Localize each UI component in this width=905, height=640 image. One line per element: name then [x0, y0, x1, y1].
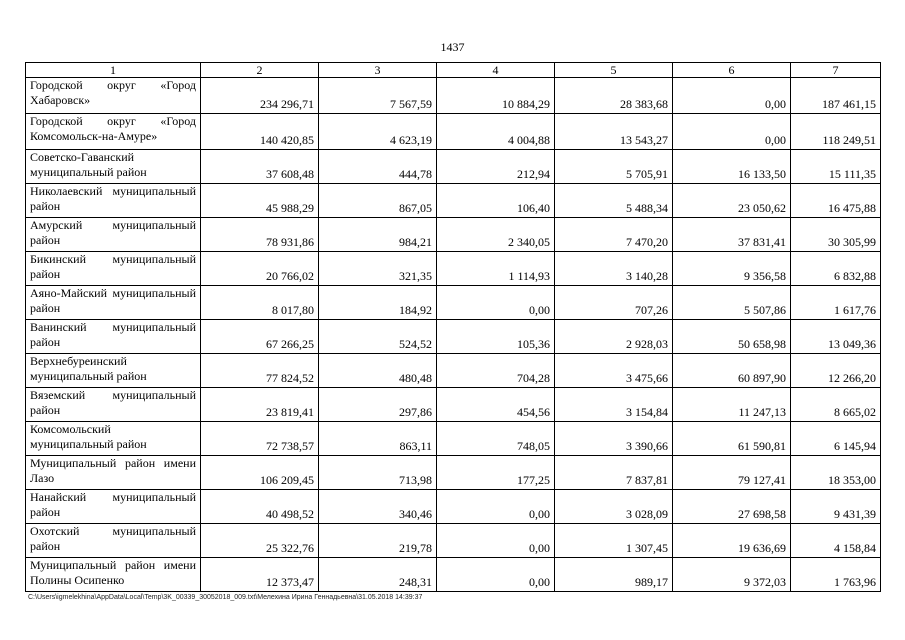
- table-cell: 118 249,51: [791, 114, 881, 150]
- table-cell: 20 766,02: [201, 252, 319, 286]
- data-table: [25, 62, 881, 592]
- table-cell: 19 636,69: [673, 524, 791, 558]
- table-cell: 0,00: [673, 114, 791, 150]
- table-row: [26, 558, 881, 592]
- column-header: 4: [437, 63, 555, 78]
- table-cell: 12 373,47: [201, 558, 319, 592]
- table-cell: 37 831,41: [673, 218, 791, 252]
- column-header: 7: [791, 63, 881, 78]
- table-cell: 72 738,57: [201, 422, 319, 456]
- table-cell: 106,40: [437, 184, 555, 218]
- municipality-name: Верхнебуреинский муниципальный район: [26, 354, 201, 388]
- table-row: [26, 218, 881, 252]
- table-cell: 704,28: [437, 354, 555, 388]
- table-cell: 23 050,62: [673, 184, 791, 218]
- table-cell: 340,46: [319, 490, 437, 524]
- table-cell: 78 931,86: [201, 218, 319, 252]
- municipality-name: Городской округ «Город Хабаровск»: [26, 78, 201, 114]
- municipality-name: Муниципальный район имени Лазо: [26, 456, 201, 490]
- table-row: [26, 354, 881, 388]
- table-cell: 67 266,25: [201, 320, 319, 354]
- column-header: 3: [319, 63, 437, 78]
- table-cell: 707,26: [555, 286, 673, 320]
- table-cell: 16 133,50: [673, 150, 791, 184]
- table-cell: 140 420,85: [201, 114, 319, 150]
- column-header: 1: [26, 63, 201, 78]
- table-cell: 248,31: [319, 558, 437, 592]
- table-cell: 524,52: [319, 320, 437, 354]
- table-cell: 5 488,34: [555, 184, 673, 218]
- table-cell: 27 698,58: [673, 490, 791, 524]
- table-cell: 25 322,76: [201, 524, 319, 558]
- table-cell: 0,00: [437, 286, 555, 320]
- municipality-name: Николаевский муниципальный район: [26, 184, 201, 218]
- table-cell: 7 567,59: [319, 78, 437, 114]
- table-cell: 1 617,76: [791, 286, 881, 320]
- table-cell: 4 623,19: [319, 114, 437, 150]
- table-cell: 2 340,05: [437, 218, 555, 252]
- municipality-name: Амурский муниципальный район: [26, 218, 201, 252]
- table-cell: 867,05: [319, 184, 437, 218]
- table-cell: 4 004,88: [437, 114, 555, 150]
- table-cell: 23 819,41: [201, 388, 319, 422]
- table-cell: 989,17: [555, 558, 673, 592]
- table-cell: 13 543,27: [555, 114, 673, 150]
- table-cell: 3 154,84: [555, 388, 673, 422]
- table-row: [26, 252, 881, 286]
- table-cell: 219,78: [319, 524, 437, 558]
- table-row: [26, 490, 881, 524]
- column-header: 6: [673, 63, 791, 78]
- table-cell: 9 431,39: [791, 490, 881, 524]
- table-cell: 79 127,41: [673, 456, 791, 490]
- table-cell: 60 897,90: [673, 354, 791, 388]
- table-cell: 8 665,02: [791, 388, 881, 422]
- table-cell: 5 507,86: [673, 286, 791, 320]
- table-cell: 3 390,66: [555, 422, 673, 456]
- table-cell: 177,25: [437, 456, 555, 490]
- table-cell: 0,00: [437, 490, 555, 524]
- table-cell: 30 305,99: [791, 218, 881, 252]
- table-cell: 4 158,84: [791, 524, 881, 558]
- table-cell: 13 049,36: [791, 320, 881, 354]
- table-row: [26, 388, 881, 422]
- table-cell: 10 884,29: [437, 78, 555, 114]
- table-cell: 18 353,00: [791, 456, 881, 490]
- table-cell: 106 209,45: [201, 456, 319, 490]
- table-cell: 6 832,88: [791, 252, 881, 286]
- table-cell: 212,94: [437, 150, 555, 184]
- table-row: [26, 78, 881, 114]
- table-row: [26, 456, 881, 490]
- municipality-name: Городской округ «Город Комсомольск-на-Амуре»: [26, 114, 201, 150]
- municipality-name: Нанайский муниципальный район: [26, 490, 201, 524]
- table-cell: 61 590,81: [673, 422, 791, 456]
- table-cell: 748,05: [437, 422, 555, 456]
- table-row: [26, 286, 881, 320]
- table-cell: 16 475,88: [791, 184, 881, 218]
- table-cell: 984,21: [319, 218, 437, 252]
- table-row: [26, 320, 881, 354]
- table-cell: 7 837,81: [555, 456, 673, 490]
- table-cell: 444,78: [319, 150, 437, 184]
- table-row: [26, 150, 881, 184]
- column-header: 2: [201, 63, 319, 78]
- table-header-row: [26, 63, 881, 78]
- table-cell: 50 658,98: [673, 320, 791, 354]
- municipality-name: Ванинский муниципальный район: [26, 320, 201, 354]
- table-cell: 480,48: [319, 354, 437, 388]
- table-row: [26, 184, 881, 218]
- table-cell: 0,00: [437, 524, 555, 558]
- table-cell: 40 498,52: [201, 490, 319, 524]
- table-cell: 1 763,96: [791, 558, 881, 592]
- table-cell: 8 017,80: [201, 286, 319, 320]
- table-cell: 2 928,03: [555, 320, 673, 354]
- table-cell: 713,98: [319, 456, 437, 490]
- table-cell: 187 461,15: [791, 78, 881, 114]
- table-row: [26, 422, 881, 456]
- table-cell: 11 247,13: [673, 388, 791, 422]
- table-cell: 105,36: [437, 320, 555, 354]
- table-cell: 3 475,66: [555, 354, 673, 388]
- table-cell: 3 140,28: [555, 252, 673, 286]
- municipality-name: Муниципальный район имени Полины Осипенко: [26, 558, 201, 592]
- table-cell: 184,92: [319, 286, 437, 320]
- municipality-name: Вяземский муниципальный район: [26, 388, 201, 422]
- table-cell: 321,35: [319, 252, 437, 286]
- table-cell: 0,00: [673, 78, 791, 114]
- table-cell: 863,11: [319, 422, 437, 456]
- table-cell: 12 266,20: [791, 354, 881, 388]
- table-cell: 454,56: [437, 388, 555, 422]
- table-cell: 9 372,03: [673, 558, 791, 592]
- table-cell: 77 824,52: [201, 354, 319, 388]
- table-cell: 1 307,45: [555, 524, 673, 558]
- table-cell: 6 145,94: [791, 422, 881, 456]
- table-cell: 3 028,09: [555, 490, 673, 524]
- table-cell: 45 988,29: [201, 184, 319, 218]
- municipality-name: Комсомольский муниципальный район: [26, 422, 201, 456]
- table-cell: 297,86: [319, 388, 437, 422]
- file-path-footer: C:\Users\igmelekhina\AppData\Local\Temp\3K_00339_30052018_009.txt\Мелехина Ирина Геннадьевна\31.05.2018 14:39:37: [28, 594, 423, 601]
- table-cell: 15 111,35: [791, 150, 881, 184]
- table-cell: 0,00: [437, 558, 555, 592]
- table-cell: 5 705,91: [555, 150, 673, 184]
- table-cell: 9 356,58: [673, 252, 791, 286]
- municipality-name: Бикинский муниципальный район: [26, 252, 201, 286]
- table-cell: 234 296,71: [201, 78, 319, 114]
- table-cell: 1 114,93: [437, 252, 555, 286]
- table-cell: 7 470,20: [555, 218, 673, 252]
- table-row: [26, 114, 881, 150]
- table-cell: 28 383,68: [555, 78, 673, 114]
- table-row: [26, 524, 881, 558]
- page-number: 1437: [440, 40, 465, 54]
- table-cell: 37 608,48: [201, 150, 319, 184]
- municipality-name: Советско-Гаванский муниципальный район: [26, 150, 201, 184]
- municipality-name: Аяно-Майский муниципальный район: [26, 286, 201, 320]
- municipality-name: Охотский муниципальный район: [26, 524, 201, 558]
- column-header: 5: [555, 63, 673, 78]
